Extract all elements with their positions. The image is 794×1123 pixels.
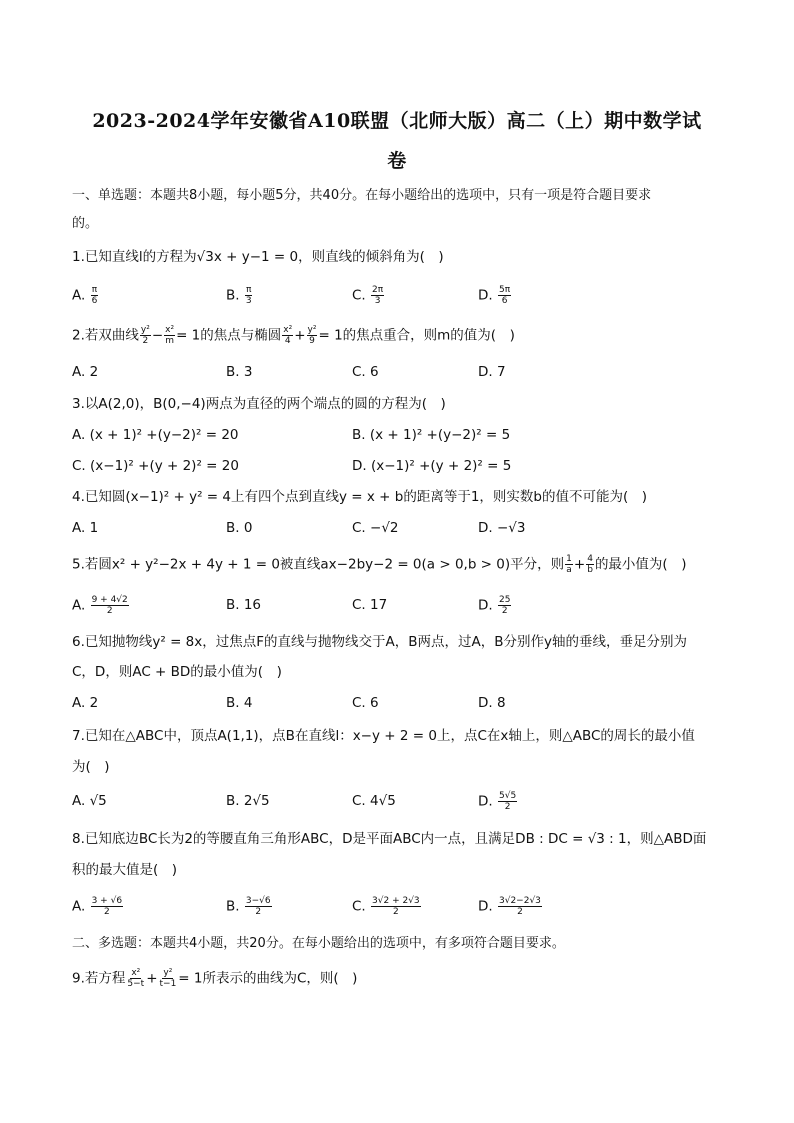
q3-stem: 3.以A(2,0)，B(0,−4)两点为直径的两个端点的圆的方程为( ) [72, 396, 446, 412]
q6-option-a: A. 2 [72, 695, 99, 711]
q4-stem: 4.已知圆(x−1)² + y² = 4上有四个点到直线y = x + b的距离等于1，则实数b的值不可能为( ) [72, 489, 648, 505]
q6-option-c: C. 6 [352, 695, 379, 711]
q1-option-c: C. $\frac{2\pi}{3}$ [352, 285, 384, 306]
q9-stem: 9.若方程 $\frac{\text{x²}}{5-t}$ + $\frac{\text{y²}}{t-1}$ = 1所表示的曲线为C，则( ) [72, 968, 358, 989]
exam-title-line1: 2023-2024学年安徽省A10联盟（北师大版）高二（上）期中数学试 [92, 110, 702, 132]
q2-option-a: A. 2 [72, 364, 99, 380]
q1-option-d: D. $\frac{5\pi}{6}$ [478, 285, 511, 306]
q6-stem-cont: C，D，则AC + BD的最小值为( ) [72, 664, 282, 680]
section1-heading: 一、单选题：本题共8小题，每小题5分，共40分。在每小题给出的选项中，只有一项是符合题目要求 [72, 188, 652, 203]
q2-option-c: C. 6 [352, 364, 379, 380]
q5-option-a: A. $\frac{9 + 4√2}{2}$ [72, 595, 128, 616]
q5-option-d: D. $\frac{25}{2}$ [478, 595, 511, 616]
q3-option-a: A. (x + 1)² +(y−2)² = 20 [72, 427, 239, 443]
q3-option-d: D. (x−1)² +(y + 2)² = 5 [352, 458, 512, 474]
q8-option-b: B. $\frac{3-√6}{2}$ [226, 896, 271, 917]
q8-stem-cont: 积的最大值是( ) [72, 862, 178, 878]
q6-option-d: D. 8 [478, 695, 506, 711]
q1-option-a: A. $\frac{\pi}{6}$ [72, 285, 98, 306]
q4-option-d: D. −√3 [478, 520, 526, 536]
q8-option-d: D. $\frac{3√2-2√3}{2}$ [478, 896, 541, 917]
q5-stem: 5.若圆x² + y²−2x + 4y + 1 = 0被直线ax−2by−2 = 0(a > 0,b > 0)平分，则 $\frac{1}{a}$ + $\frac{4}{b}$ 的最小值为( ) [72, 554, 687, 575]
q2-stem: 2.若双曲线 $\frac{\text{y²}}{2}$ − $\frac{\text{x²}}{m}$ = 1的焦点与椭圆 $\frac{\text{x²}}{4}$ + $\frac{\text{y²}}{9}$ = 1的焦点重合，则m的值为( ) [72, 325, 515, 346]
q2-option-d: D. 7 [478, 364, 506, 380]
q7-option-b: B. 2√5 [226, 793, 270, 809]
q7-stem: 7.已知在△ABC中，顶点A(1,1)，点B在直线l：x−y + 2 = 0上，点C在x轴上，则△ABC的周长的最小值 [72, 728, 695, 744]
section1-heading-cont: 的。 [72, 216, 99, 231]
q7-stem-cont: 为( ) [72, 759, 110, 775]
section2-heading: 二、多选题：本题共4小题，共20分。在每小题给出的选项中，有多项符合题目要求。 [72, 936, 565, 951]
q4-option-c: C. −√2 [352, 520, 399, 536]
q2-option-b: B. 3 [226, 364, 253, 380]
q7-option-d: D. $\frac{5√5}{2}$ [478, 791, 517, 812]
q3-option-c: C. (x−1)² +(y + 2)² = 20 [72, 458, 239, 474]
q6-option-b: B. 4 [226, 695, 253, 711]
q1-option-b: B. $\frac{\pi}{3}$ [226, 285, 252, 306]
exam-title-line2: 卷 [387, 150, 407, 172]
q5-option-c: C. 17 [352, 597, 388, 613]
q3-option-b: B. (x + 1)² +(y−2)² = 5 [352, 427, 511, 443]
q7-option-c: C. 4√5 [352, 793, 396, 809]
q7-option-a: A. √5 [72, 793, 107, 809]
q4-option-a: A. 1 [72, 520, 99, 536]
q8-option-c: C. $\frac{3√2 + 2√3}{2}$ [352, 896, 420, 917]
q8-stem: 8.已知底边BC长为2的等腰直角三角形ABC，D是平面ABC内一点，且满足DB : DC = √3 : 1，则△ABD面 [72, 831, 707, 847]
q1-stem: 1.已知直线l的方程为√3x + y−1 = 0，则直线的倾斜角为( ) [72, 249, 444, 265]
q4-option-b: B. 0 [226, 520, 253, 536]
q6-stem: 6.已知抛物线y² = 8x，过焦点F的直线与抛物线交于A，B两点，过A，B分别作y轴的垂线，垂足分别为 [72, 634, 688, 650]
q5-option-b: B. 16 [226, 597, 262, 613]
q8-option-a: A. $\frac{3 + √6}{2}$ [72, 896, 123, 917]
